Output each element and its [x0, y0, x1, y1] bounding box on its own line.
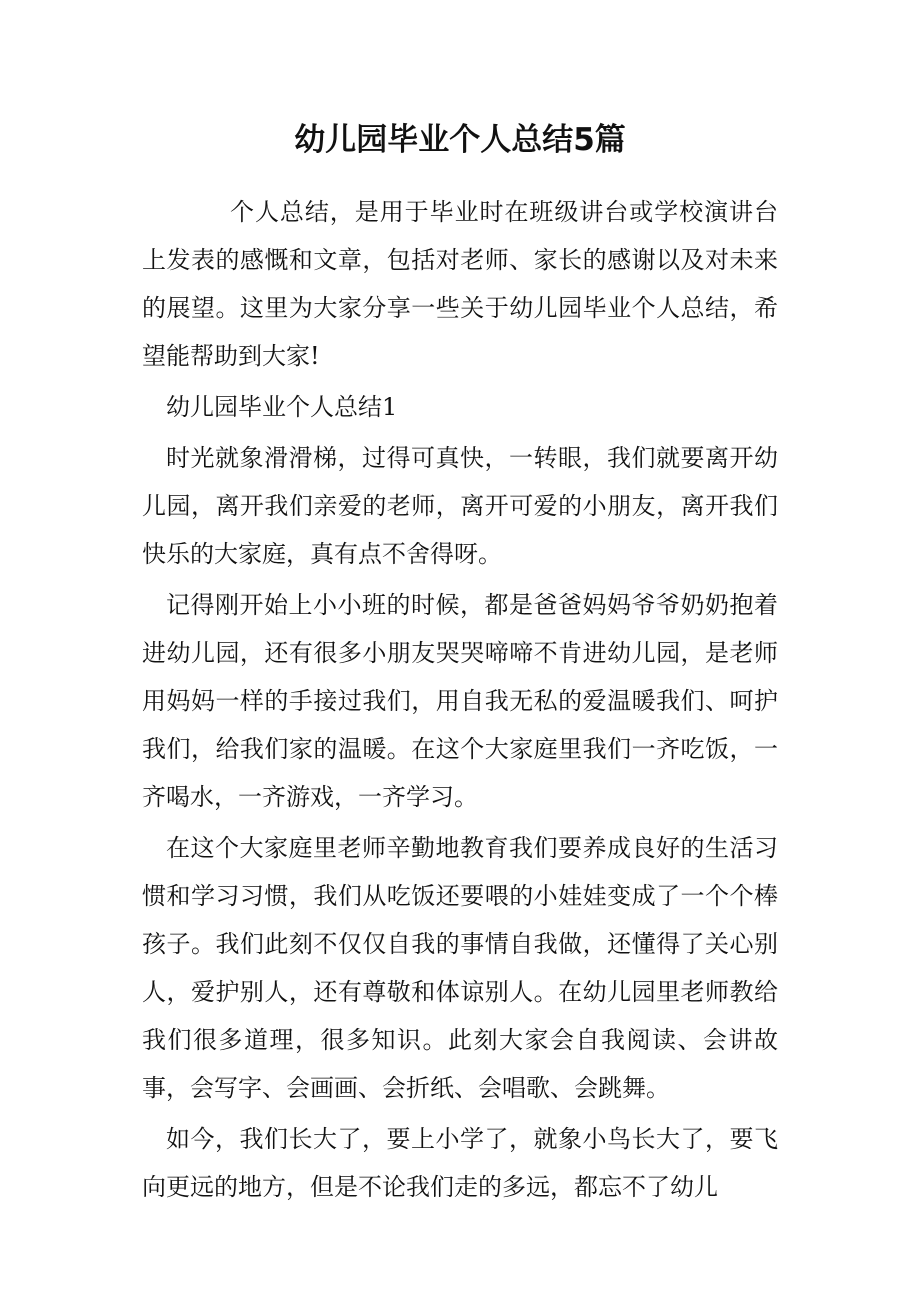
document-body — [142, 188, 778, 1211]
section-heading: 幼儿园毕业个人总结1 — [166, 393, 398, 421]
body-paragraph: 时光就象滑滑梯，过得可真快，一转眼，我们就要离开幼儿园，离开我们亲爱的老师，离开可爱的小朋友，离开我们快乐的大家庭，真有点不舍得呀。 — [142, 444, 778, 568]
body-paragraph: 记得刚开始上小小班的时候，都是爸爸妈妈爷爷奶奶抱着进幼儿园，还有很多小朋友哭哭啼啼不肯进幼儿园，是老师用妈妈一样的手接过我们，用自我无私的爱温暖我们、呵护我们，给我们家的温暖。在这个大家庭里我们一齐吃饭，一齐喝水，一齐游戏，一齐学习。 — [142, 591, 778, 811]
document-title: 幼儿园毕业个人总结5篇 — [294, 122, 626, 158]
body-paragraph: 如今，我们长大了，要上小学了，就象小鸟长大了，要飞向更远的地方，但是不论我们走的多远，都忘不了幼儿 — [142, 1125, 778, 1201]
intro-paragraph: 个人总结，是用于毕业时在班级讲台或学校演讲台上发表的感慨和文章，包括对老师、家长的感谢以及对未来的展望。这里为大家分享一些关于幼儿园毕业个人总结，希望能帮助到大家! — [142, 198, 778, 370]
body-paragraph: 在这个大家庭里老师辛勤地教育我们要养成良好的生活习惯和学习习惯，我们从吃饭还要喂的小娃娃变成了一个个棒孩子。我们此刻不仅仅自我的事情自我做，还懂得了关心别人，爱护别人，还有尊敬和体谅别人。在幼儿园里老师教给我们很多道理，很多知识。此刻大家会自我阅读、会讲故事，会写字、会画画、会折纸、会唱歌、会跳舞。 — [142, 834, 778, 1102]
